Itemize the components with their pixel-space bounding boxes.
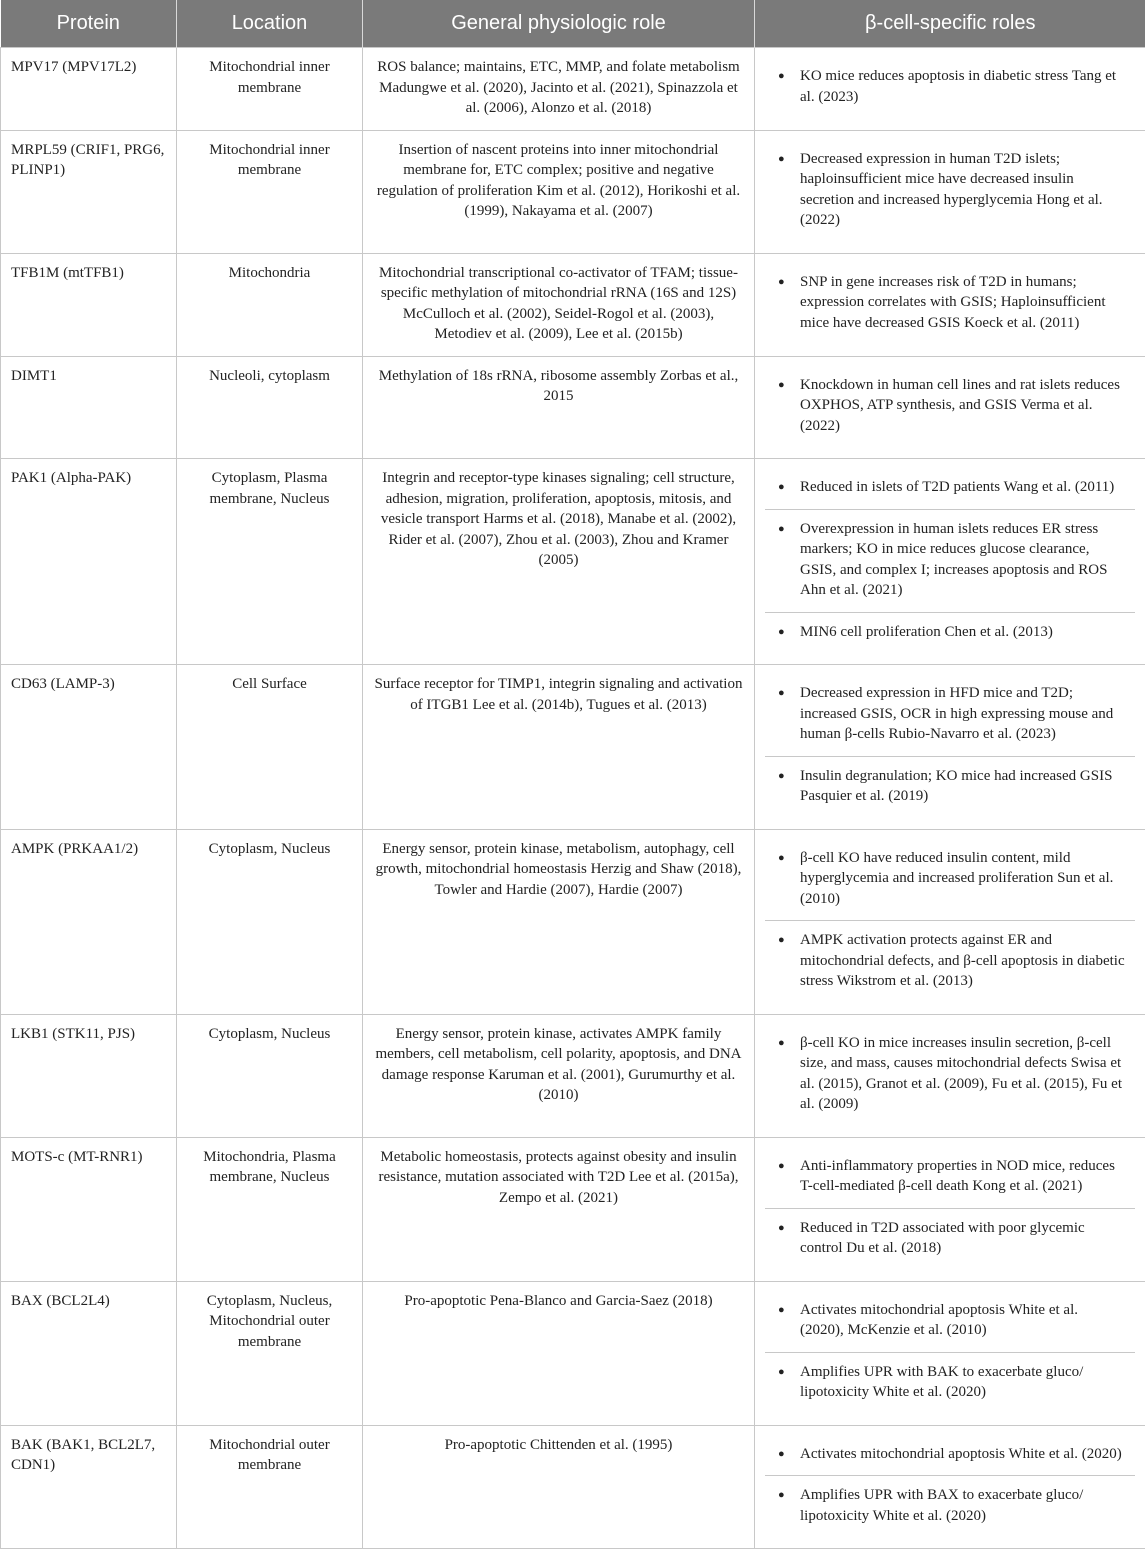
table-row bbox=[1, 459, 1145, 665]
header-protein: Protein bbox=[1, 0, 177, 48]
table-row bbox=[1, 1014, 1145, 1137]
table-row bbox=[1, 130, 1145, 253]
beta-cell-roles-cell bbox=[755, 48, 1145, 131]
beta-role-item bbox=[765, 510, 1135, 613]
general-role-cell: Energy sensor, protein kinase, activates AMPK family members, cell metabolism, cell polarity, apoptosis, and DNA damage response Karuman et al. (2001), Gurumurthy et al. (2010) bbox=[363, 1014, 755, 1137]
beta-role-item bbox=[765, 140, 1135, 242]
beta-role-text: β-cell KO in mice increases insulin secretion, β-cell size, and mass, causes mitochondrial defects Swisa et al. (2015), Granot et al. (2009), Fu et al. (2015), Fu et al. (2009) bbox=[800, 1033, 1125, 1115]
beta-role-item bbox=[765, 366, 1135, 448]
beta-role-item bbox=[765, 1024, 1135, 1126]
beta-role-item bbox=[765, 1476, 1135, 1537]
general-role-cell: ROS balance; maintains, ETC, MMP, and folate metabolism Madungwe et al. (2020), Jacinto et al. (2021), Spinazzola et al. (2006), Alonzo et al. (2018) bbox=[363, 48, 755, 131]
bullet-icon: ● bbox=[775, 1444, 800, 1465]
bullet-icon: ● bbox=[775, 1156, 800, 1197]
bullet-icon: ● bbox=[775, 1033, 800, 1115]
beta-cell-roles-cell bbox=[755, 1425, 1145, 1549]
beta-role-item bbox=[765, 1209, 1135, 1270]
beta-role-text: AMPK activation protects against ER and mitochondrial defects, and β-cell apoptosis in diabetic stress Wikstrom et al. (2013) bbox=[800, 930, 1125, 992]
beta-role-text: Anti-inflammatory properties in NOD mice, reduces T-cell-mediated β-cell death Kong et al. (2021) bbox=[800, 1156, 1125, 1197]
protein-cell: TFB1M (mtTFB1) bbox=[1, 253, 177, 356]
beta-role-item bbox=[765, 757, 1135, 818]
table-row bbox=[1, 665, 1145, 830]
header-location: Location bbox=[177, 0, 363, 48]
bullet-icon: ● bbox=[775, 375, 800, 437]
table-body bbox=[1, 48, 1145, 1549]
bullet-icon: ● bbox=[775, 1218, 800, 1259]
beta-role-text: MIN6 cell proliferation Chen et al. (2013) bbox=[800, 622, 1125, 643]
beta-role-text: Decreased expression in human T2D islets; haploinsufficient mice have decreased insulin secretion and increased hyperglycemia Hong et al. (2022) bbox=[800, 149, 1125, 231]
general-role-cell: Metabolic homeostasis, protects against obesity and insulin resistance, mutation associated with T2D Lee et al. (2015a), Zempo et al. (2021) bbox=[363, 1137, 755, 1281]
beta-role-text: Knockdown in human cell lines and rat islets reduces OXPHOS, ATP synthesis, and GSIS Verma et al. (2022) bbox=[800, 375, 1125, 437]
location-cell: Mitochondria, Plasma membrane, Nucleus bbox=[177, 1137, 363, 1281]
location-cell: Cytoplasm, Nucleus bbox=[177, 829, 363, 1014]
location-cell: Mitochondrial outer membrane bbox=[177, 1425, 363, 1549]
beta-role-item bbox=[765, 263, 1135, 345]
general-role-cell: Pro-apoptotic Pena-Blanco and Garcia-Saez (2018) bbox=[363, 1281, 755, 1425]
location-cell: Mitochondria bbox=[177, 253, 363, 356]
beta-role-item bbox=[765, 674, 1135, 757]
bullet-icon: ● bbox=[775, 66, 800, 107]
beta-cell-roles-cell bbox=[755, 1014, 1145, 1137]
general-role-cell: Energy sensor, protein kinase, metabolism, autophagy, cell growth, mitochondrial homeostasis Herzig and Shaw (2018), Towler and Hardie (2007), Hardie (2007) bbox=[363, 829, 755, 1014]
protein-cell: BAK (BAK1, BCL2L7, CDN1) bbox=[1, 1425, 177, 1549]
protein-cell: BAX (BCL2L4) bbox=[1, 1281, 177, 1425]
protein-cell: DIMT1 bbox=[1, 356, 177, 459]
beta-role-item bbox=[765, 57, 1135, 118]
location-cell: Mitochondrial inner membrane bbox=[177, 130, 363, 253]
beta-role-item bbox=[765, 839, 1135, 922]
beta-role-text: Reduced in islets of T2D patients Wang et al. (2011) bbox=[800, 477, 1125, 498]
beta-role-text: Overexpression in human islets reduces ER stress markers; KO in mice reduces glucose clearance, GSIS, and complex I; increases apoptosis and ROS Ahn et al. (2021) bbox=[800, 519, 1125, 601]
beta-role-item bbox=[765, 613, 1135, 654]
beta-cell-roles-cell bbox=[755, 459, 1145, 665]
beta-role-item bbox=[765, 1291, 1135, 1353]
beta-role-text: Activates mitochondrial apoptosis White et al. (2020) bbox=[800, 1444, 1125, 1465]
location-cell: Cytoplasm, Nucleus, Mitochondrial outer membrane bbox=[177, 1281, 363, 1425]
bullet-icon: ● bbox=[775, 930, 800, 992]
protein-cell: MOTS-c (MT-RNR1) bbox=[1, 1137, 177, 1281]
location-cell: Mitochondrial inner membrane bbox=[177, 48, 363, 131]
beta-role-text: Reduced in T2D associated with poor glycemic control Du et al. (2018) bbox=[800, 1218, 1125, 1259]
general-role-cell: Surface receptor for TIMP1, integrin signaling and activation of ITGB1 Lee et al. (2014b), Tugues et al. (2013) bbox=[363, 665, 755, 830]
bullet-icon: ● bbox=[775, 1362, 800, 1403]
beta-role-text: KO mice reduces apoptosis in diabetic stress Tang et al. (2023) bbox=[800, 66, 1125, 107]
beta-role-text: SNP in gene increases risk of T2D in humans; expression correlates with GSIS; Haploinsufficient mice have decreased GSIS Koeck et al. (2011) bbox=[800, 272, 1125, 334]
beta-cell-roles-cell bbox=[755, 665, 1145, 830]
location-cell: Cell Surface bbox=[177, 665, 363, 830]
bullet-icon: ● bbox=[775, 848, 800, 910]
general-role-cell: Integrin and receptor-type kinases signaling; cell structure, adhesion, migration, proliferation, apoptosis, mitosis, and vesicle transport Harms et al. (2018), Manabe et al. (2002), Rider et al. (2007), Zhou et al. (2003), Zhou and Kramer (2005) bbox=[363, 459, 755, 665]
bullet-icon: ● bbox=[775, 766, 800, 807]
table-row bbox=[1, 48, 1145, 131]
beta-cell-roles-cell bbox=[755, 1281, 1145, 1425]
beta-role-item bbox=[765, 921, 1135, 1003]
protein-cell: PAK1 (Alpha-PAK) bbox=[1, 459, 177, 665]
protein-cell: MRPL59 (CRIF1, PRG6, PLINP1) bbox=[1, 130, 177, 253]
general-role-cell: Methylation of 18s rRNA, ribosome assembly Zorbas et al., 2015 bbox=[363, 356, 755, 459]
protein-cell: CD63 (LAMP-3) bbox=[1, 665, 177, 830]
table-row bbox=[1, 1425, 1145, 1549]
beta-cell-roles-cell bbox=[755, 1137, 1145, 1281]
beta-role-text: Activates mitochondrial apoptosis White et al. (2020), McKenzie et al. (2010) bbox=[800, 1300, 1125, 1341]
beta-cell-roles-cell bbox=[755, 356, 1145, 459]
beta-role-item bbox=[765, 1435, 1135, 1477]
bullet-icon: ● bbox=[775, 683, 800, 745]
table-header bbox=[1, 0, 1145, 48]
bullet-icon: ● bbox=[775, 1485, 800, 1526]
beta-role-text: Insulin degranulation; KO mice had increased GSIS Pasquier et al. (2019) bbox=[800, 766, 1125, 807]
beta-role-text: β-cell KO have reduced insulin content, mild hyperglycemia and increased proliferation Sun et al. (2010) bbox=[800, 848, 1125, 910]
table-row bbox=[1, 356, 1145, 459]
location-cell: Cytoplasm, Nucleus bbox=[177, 1014, 363, 1137]
location-cell: Cytoplasm, Plasma membrane, Nucleus bbox=[177, 459, 363, 665]
table-row bbox=[1, 1137, 1145, 1281]
general-role-cell: Insertion of nascent proteins into inner mitochondrial membrane for, ETC complex; positive and negative regulation of proliferation Kim et al. (2012), Horikoshi et al. (1999), Nakayama et al. (2007) bbox=[363, 130, 755, 253]
beta-role-item bbox=[765, 468, 1135, 510]
table-row bbox=[1, 253, 1145, 356]
general-role-cell: Mitochondrial transcriptional co-activator of TFAM; tissue-specific methylation of mitochondrial rRNA (16S and 12S) McCulloch et al. (2002), Seidel-Rogol et al. (2003), Metodiev et al. (2009), Lee et al. (2015b) bbox=[363, 253, 755, 356]
beta-role-text: Decreased expression in HFD mice and T2D; increased GSIS, OCR in high expressing mouse and human β-cells Rubio-Navarro et al. (2023) bbox=[800, 683, 1125, 745]
beta-cell-roles-cell bbox=[755, 253, 1145, 356]
bullet-icon: ● bbox=[775, 477, 800, 498]
bullet-icon: ● bbox=[775, 519, 800, 601]
bullet-icon: ● bbox=[775, 622, 800, 643]
bullet-icon: ● bbox=[775, 1300, 800, 1341]
bullet-icon: ● bbox=[775, 272, 800, 334]
protein-cell: MPV17 (MPV17L2) bbox=[1, 48, 177, 131]
bullet-icon: ● bbox=[775, 149, 800, 231]
protein-cell: LKB1 (STK11, PJS) bbox=[1, 1014, 177, 1137]
beta-cell-roles-cell bbox=[755, 130, 1145, 253]
header-row bbox=[1, 0, 1145, 48]
protein-cell: AMPK (PRKAA1/2) bbox=[1, 829, 177, 1014]
header-beta-cell-roles: β-cell-specific roles bbox=[755, 0, 1145, 48]
beta-role-text: Amplifies UPR with BAK to exacerbate gluco/ lipotoxicity White et al. (2020) bbox=[800, 1362, 1125, 1403]
location-cell: Nucleoli, cytoplasm bbox=[177, 356, 363, 459]
table-row bbox=[1, 829, 1145, 1014]
table-row bbox=[1, 1281, 1145, 1425]
beta-role-text: Amplifies UPR with BAX to exacerbate gluco/ lipotoxicity White et al. (2020) bbox=[800, 1485, 1125, 1526]
general-role-cell: Pro-apoptotic Chittenden et al. (1995) bbox=[363, 1425, 755, 1549]
beta-role-item bbox=[765, 1353, 1135, 1414]
beta-cell-roles-cell bbox=[755, 829, 1145, 1014]
header-general-role: General physiologic role bbox=[363, 0, 755, 48]
beta-role-item bbox=[765, 1147, 1135, 1209]
